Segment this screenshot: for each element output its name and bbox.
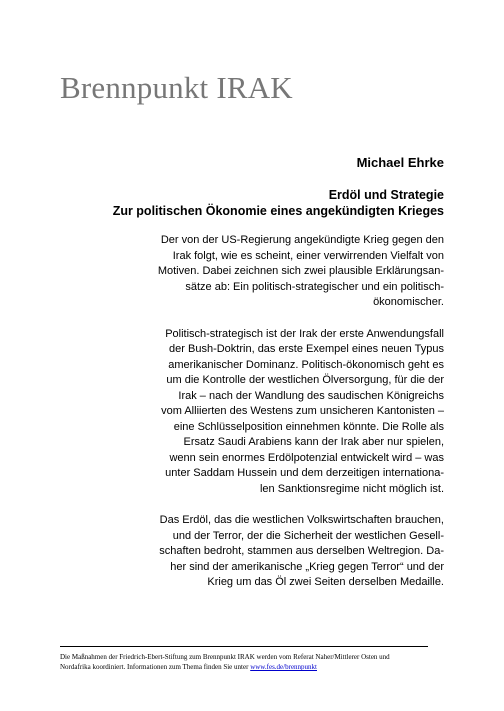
title-block — [44, 187, 444, 219]
text-line: Motiven. Dabei zeichnen sich zwei plausible Erklärungsan- — [157, 265, 444, 277]
text-line: Politisch-strategisch ist der Irak der erste Anwendungsfall — [165, 327, 444, 340]
text-line: Irak – nach der Wandlung des saudischen Königreichs — [178, 389, 444, 402]
subtitle: Zur politischen Ökonomie eines angekündigten Krieges — [112, 204, 444, 218]
text-line: Der von der US-Regierung angekündigte Krieg gegen den — [160, 234, 444, 246]
text-line: der Bush-Doktrin, das erste Exempel eines neuen Typus — [169, 343, 444, 355]
footnote-link[interactable]: www.fes.de/brennpunkt — [250, 663, 317, 671]
text-line: Irak folgt, wie es scheint, einer verwirrenden Vielfalt von — [172, 249, 444, 262]
footnote — [60, 652, 450, 672]
text-line: her sind der amerikanische „Krieg gegen Terror“ und der — [170, 560, 444, 573]
text-line: eine Schlüsselposition einnehmen könnte. Die Rolle als — [173, 420, 444, 433]
text-line: wenn sein enormes Erdölpotenzial entwickelt wird – was — [169, 451, 444, 464]
text-line: len Sanktionsregime nicht möglich ist. — [259, 482, 444, 495]
author-name: Michael Ehrke — [356, 155, 444, 170]
text-line: sätze ab: Ein politisch-strategischer und ein politisch- — [185, 280, 444, 293]
text-line: vom Alliierten des Westens zum unsicheren Kantonisten – — [161, 405, 444, 417]
main-title: Erdöl und Strategie — [328, 188, 444, 202]
text-line: Ersatz Saudi Arabiens kann der Irak aber nur spielen, — [183, 436, 444, 448]
footnote-line-1: Die Maßnahmen der Friedrich-Ebert-Stiftung zum Brennpunkt IRAK werden vom Referat Naher/Mittlerer Osten und — [60, 653, 390, 661]
article-body — [134, 233, 444, 607]
text-line: Das Erdöl, das die westlichen Volkswirtschaften brauchen, — [159, 514, 444, 526]
text-line: unter Saddam Hussein und dem derzeitigen internationa- — [165, 467, 444, 479]
footnote-line-2 — [60, 662, 450, 672]
paragraph-2 — [134, 327, 444, 498]
footnote-divider — [60, 646, 428, 647]
text-line: schaften bedroht, stammen aus derselben Weltregion. Da- — [159, 545, 444, 557]
paragraph-1 — [134, 233, 444, 311]
text-line: ökonomischer. — [373, 296, 444, 308]
text-line: amerikanischer Dominanz. Politisch-ökonomisch geht es — [168, 358, 444, 371]
text-line: Krieg um das Öl zwei Seiten derselben Medaille. — [207, 576, 444, 588]
header-brand: Brennpunkt IRAK — [60, 70, 293, 105]
text-line: und der Terror, der die Sicherheit der westlichen Gesell- — [172, 529, 444, 542]
footnote-text: Nordafrika koordiniert. Informationen zum Thema finden Sie unter — [60, 663, 251, 671]
paragraph-3 — [134, 513, 444, 591]
text-line: um die Kontrolle der westlichen Ölversorgung, für die der — [166, 374, 444, 386]
